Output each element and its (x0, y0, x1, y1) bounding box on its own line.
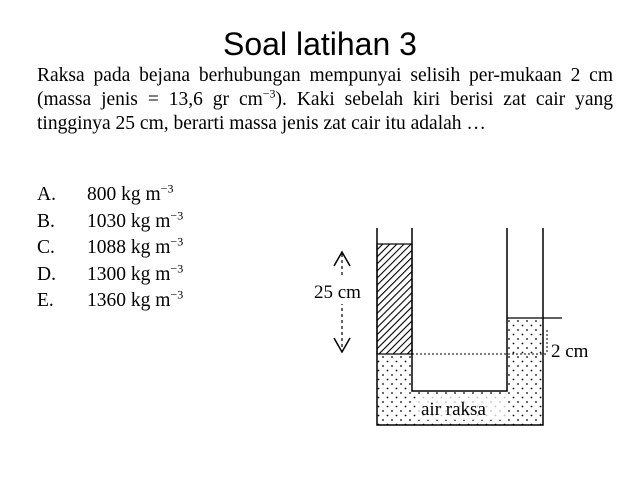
u-tube-inner-wall (412, 228, 507, 391)
option-value: 1088 kg $m^{-3}$ (87, 234, 184, 258)
option-letter: C. (37, 237, 55, 258)
option-letter: B. (37, 210, 55, 232)
problem-text-part1: Raksa pada bejana berhubungan mempunyai selisih per-mukaan 2 cm (massa jenis = 13,6 gr cm (37, 65, 613, 110)
option-value: 800 kg $m^{-3}$ (87, 181, 174, 205)
option-value: 1360 kg $m^{-3}$ (87, 287, 184, 311)
problem-text (37, 64, 613, 136)
difference-label: 2 cm (551, 341, 589, 362)
problem-text-part2: ). Kaki sebelah kiri berisi zat cair yang tingginya 25 cm, berarti massa jenis zat cair itu adalah … (37, 89, 613, 134)
option-value: 1300 kg $m^{-3}$ (87, 261, 184, 285)
liquid-label: air raksa (421, 399, 486, 420)
liquid-column (377, 244, 412, 354)
option-letter: E. (37, 290, 54, 311)
option-value: 1030 kg $m^{-3}$ (87, 208, 184, 232)
u-tube-diagram (300, 220, 620, 440)
height-label: 25 cm (314, 282, 361, 303)
option-letter: A. (37, 184, 56, 205)
slide-title: Soal latihan 3 (223, 26, 417, 62)
problem-text-exponent: −3 (262, 86, 276, 101)
option-letter: D. (37, 263, 56, 285)
